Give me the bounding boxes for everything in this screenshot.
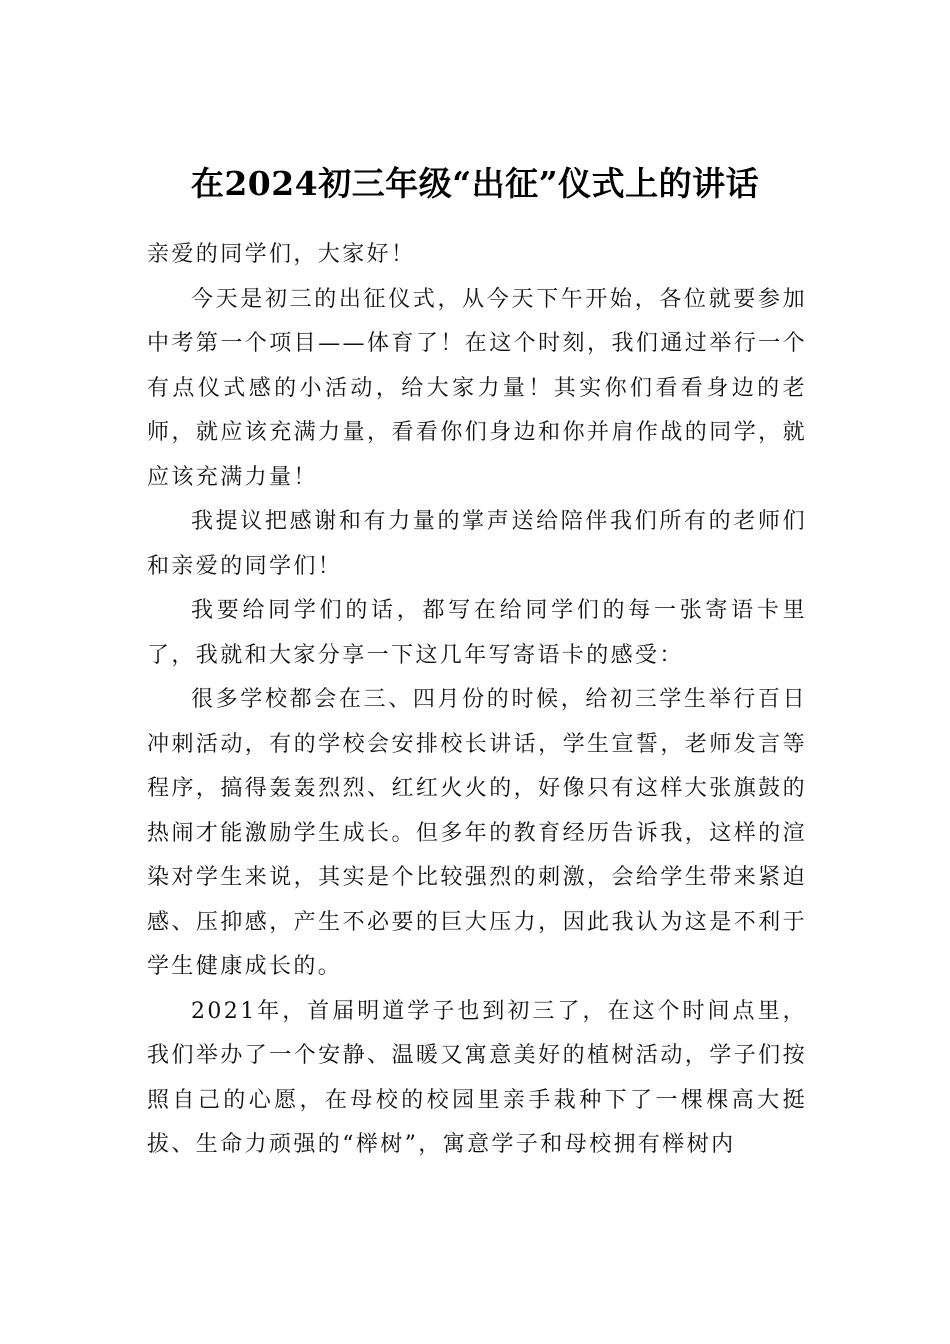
paragraph-3: 我要给同学们的话，都写在给同学们的每一张寄语卡里了，我就和大家分享一下这几年写寄语卡的感受： (147, 598, 807, 668)
document-title: 在2024初三年级“出征”仪式上的讲话 (190, 164, 760, 203)
paragraph-5: 2021年，首届明道学子也到初三了，在这个时间点里，我们举办了一个安静、温暖又寓意美好的植树活动，学子们按照自己的心愿，在母校的校园里亲手栽种下了一棵棵高大挺拔、生命力顽强的“榉树”，寓意学子和母校拥有榉树内 (147, 998, 807, 1157)
paragraph-4: 很多学校都会在三、四月份的时候，给初三学生举行百日冲刺活动，有的学校会安排校长讲话，学生宣誓，老师发言等程序，搞得轰轰烈烈、红红火火的，好像只有这样大张旗鼓的热闹才能激励学生成长。但多年的教育经历告诉我，这样的渲染对学生来说，其实是个比较强烈的刺激，会给学生带来紧迫感、压抑感，产生不必要的巨大压力，因此我认为这是不利于学生健康成长的。 (147, 687, 807, 979)
paragraph-1: 今天是初三的出征仪式，从今天下午开始，各位就要参加中考第一个项目——体育了！在这个时刻，我们通过举行一个有点仪式感的小活动，给大家力量！其实你们看看身边的老师，就应该充满力量，看看你们身边和你并肩作战的同学，就应该充满力量！ (147, 286, 807, 490)
salutation-paragraph: 亲爱的同学们，大家好！ (147, 242, 416, 267)
document-body (147, 233, 807, 1168)
paragraph-2: 我提议把感谢和有力量的掌声送给陪伴我们所有的老师们和亲爱的同学们！ (147, 509, 807, 579)
